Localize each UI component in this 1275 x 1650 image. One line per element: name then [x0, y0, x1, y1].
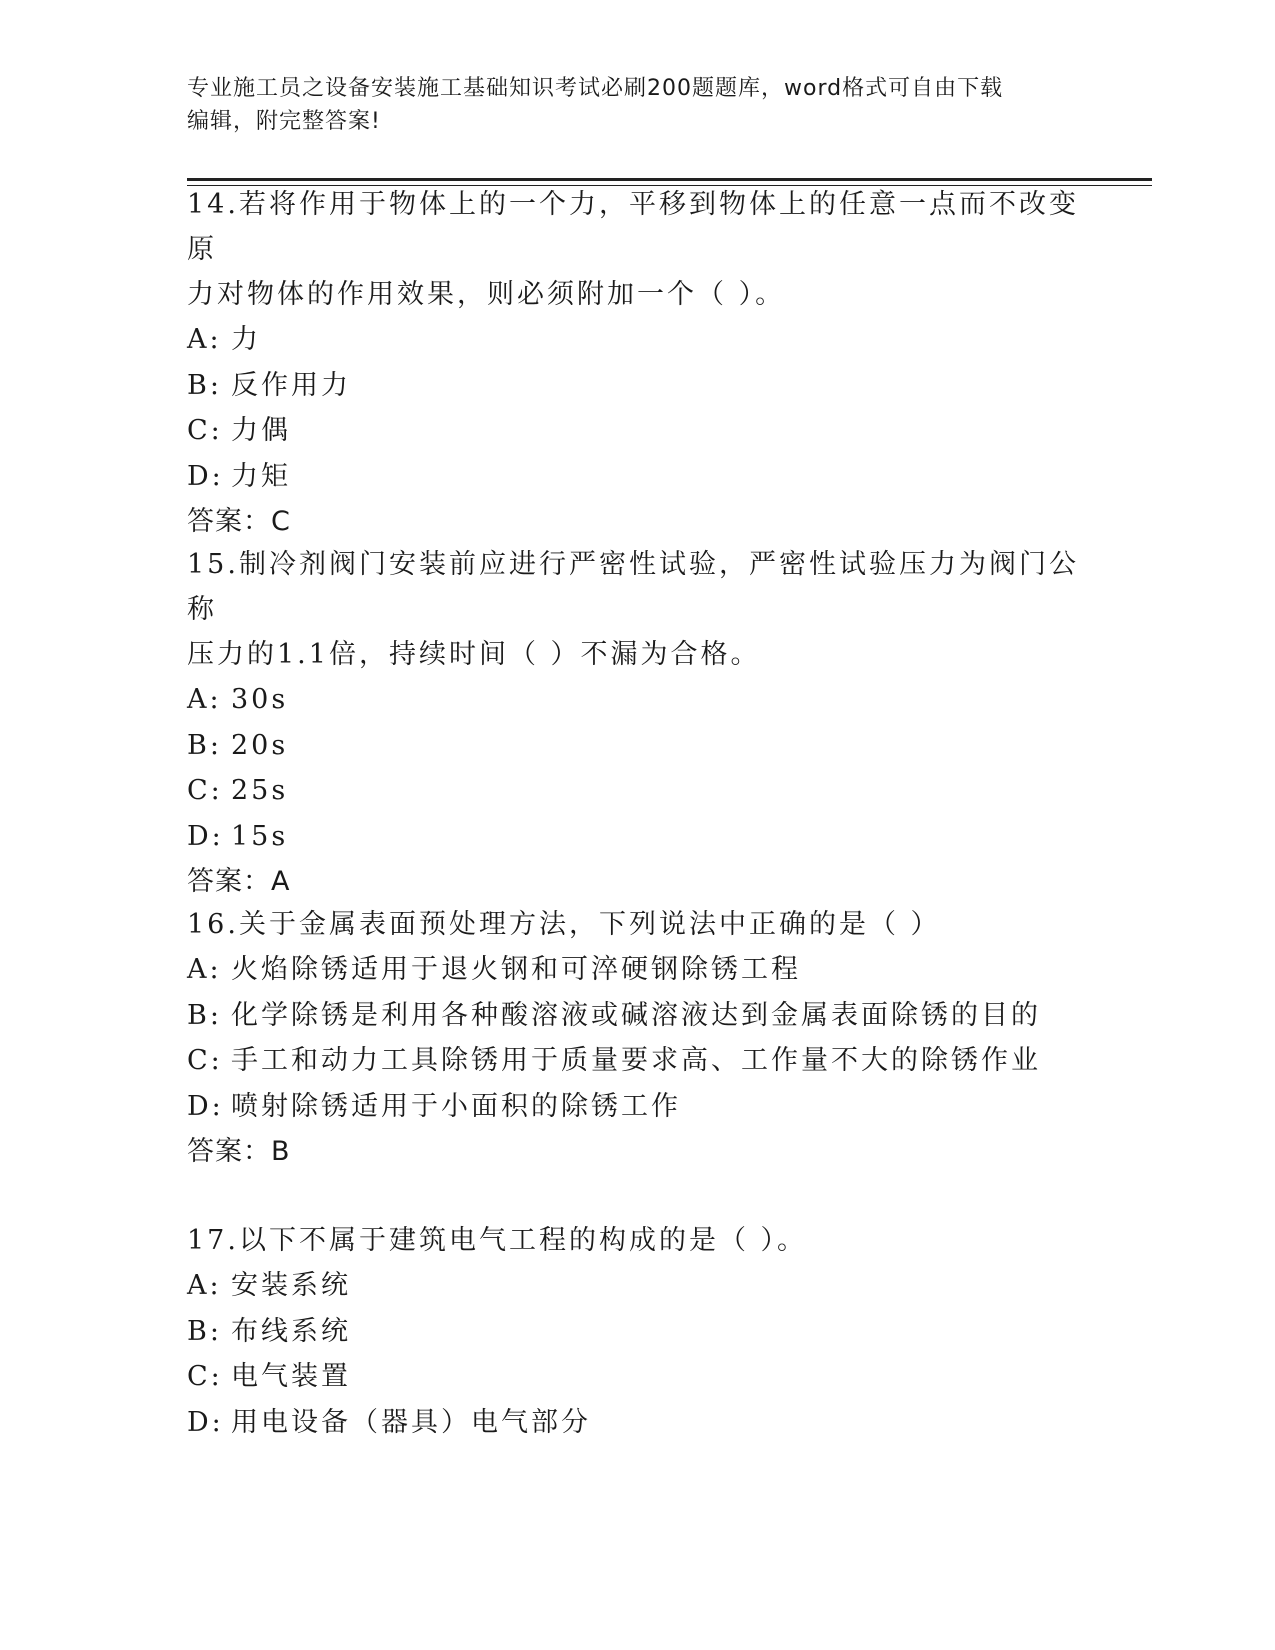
header-line-2: 编辑，附完整答案!	[187, 109, 381, 134]
option-a	[187, 317, 1087, 363]
option-c	[187, 1354, 1087, 1400]
option-text: 反作用力	[231, 369, 351, 401]
answer-line: 答案：C	[187, 506, 291, 537]
option-c	[187, 768, 1087, 814]
option-a	[187, 947, 1087, 993]
option-b	[187, 723, 1087, 769]
option-b	[187, 363, 1087, 409]
question-15	[187, 542, 1087, 904]
question-text-line: 16.关于金属表面预处理方法，下列说法中正确的是（ ）	[187, 909, 941, 940]
option-text: 手工和动力工具除锈用于质量要求高、工作量不大的除锈作业	[231, 1045, 1041, 1076]
document-header	[187, 72, 1067, 138]
option-text: 力矩	[231, 460, 291, 492]
option-d	[187, 1084, 1087, 1130]
option-key: B:	[187, 999, 222, 1031]
question-14	[187, 182, 1087, 544]
question-text-line: 力对物体的作用效果，则必须附加一个（ ）。	[187, 279, 786, 310]
option-key: D:	[187, 820, 224, 852]
answer-line: 答案：A	[187, 866, 291, 897]
option-b	[187, 1309, 1087, 1355]
option-b	[187, 993, 1087, 1039]
option-key: D:	[187, 1406, 224, 1438]
option-text: 安装系统	[231, 1270, 351, 1301]
option-key: C:	[187, 415, 223, 446]
option-key: B:	[187, 1315, 222, 1347]
option-key: A:	[187, 684, 222, 715]
option-d	[187, 454, 1087, 500]
option-a	[187, 1263, 1087, 1309]
option-text: 用电设备（器具）电气部分	[231, 1406, 591, 1438]
question-16	[187, 902, 1087, 1174]
option-text: 力	[231, 324, 261, 355]
option-c	[187, 408, 1087, 454]
option-text: 20s	[231, 729, 289, 761]
question-text-line: 压力的1.1倍，持续时间（ ）不漏为合格。	[187, 639, 761, 670]
option-d	[187, 814, 1087, 860]
option-key: D:	[187, 460, 224, 492]
option-text: 25s	[231, 775, 289, 806]
option-text: 力偶	[231, 415, 291, 446]
header-line-1: 专业施工员之设备安装施工基础知识考试必刷200题题库，word格式可自由下载	[187, 76, 1004, 101]
header-divider-thick	[187, 178, 1152, 181]
option-key: C:	[187, 1045, 223, 1076]
option-a	[187, 677, 1087, 723]
option-key: B:	[187, 729, 222, 761]
option-text: 喷射除锈适用于小面积的除锈工作	[231, 1090, 681, 1122]
option-key: C:	[187, 1361, 223, 1392]
question-text-line: 14.若将作用于物体上的一个力，平移到物体上的任意一点而不改变原	[187, 189, 1079, 265]
option-text: 火焰除锈适用于退火钢和可淬硬钢除锈工程	[231, 954, 801, 985]
option-text: 电气装置	[231, 1361, 351, 1392]
answer-line: 答案：B	[187, 1136, 291, 1167]
option-text: 布线系统	[231, 1315, 351, 1347]
option-key: D:	[187, 1090, 224, 1122]
option-key: C:	[187, 775, 223, 806]
option-key: B:	[187, 369, 222, 401]
option-key: A:	[187, 324, 222, 355]
option-text: 化学除锈是利用各种酸溶液或碱溶液达到金属表面除锈的目的	[231, 999, 1041, 1031]
option-c	[187, 1038, 1087, 1084]
option-text: 15s	[231, 820, 289, 852]
question-text-line: 15.制冷剂阀门安装前应进行严密性试验，严密性试验压力为阀门公称	[187, 549, 1079, 625]
question-text-line: 17.以下不属于建筑电气工程的构成的是（ ）。	[187, 1225, 808, 1256]
option-key: A:	[187, 954, 222, 985]
option-text: 30s	[231, 684, 289, 715]
question-17	[187, 1218, 1087, 1445]
option-d	[187, 1400, 1087, 1446]
option-key: A:	[187, 1270, 222, 1301]
